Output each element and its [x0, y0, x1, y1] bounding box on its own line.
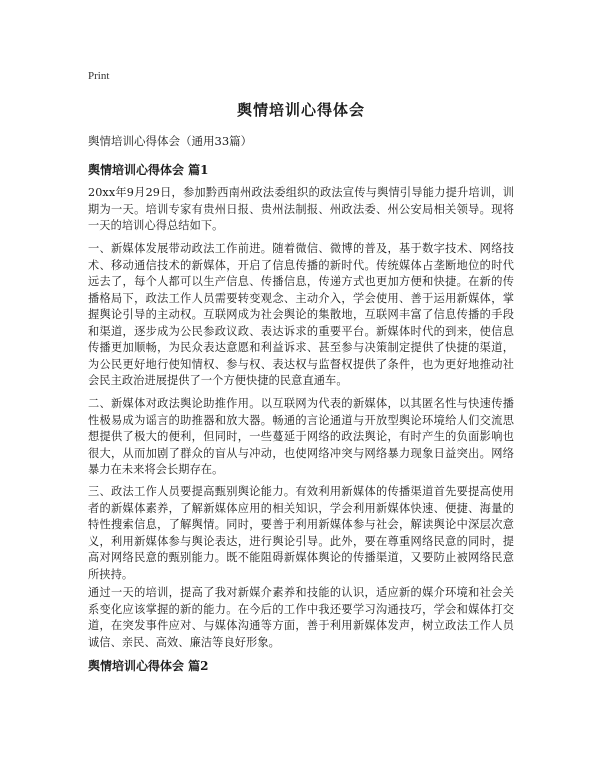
paragraph-1: 20xx年9月29日，参加黔西南州政法委组织的政法宣传与舆情引导能力提升培训，训期为一天。培训专家有贵州日报、贵州法制报、州政法委、州公安局相关领导。现将一天的培训心得总结如下。 — [88, 186, 514, 232]
paragraph-4: 三、政法工作人员要提高甄别舆论能力。有效利用新媒体的传播渠道首先要提高使用者的新媒体素养，了解新媒体应用的相关知识，学会利用新媒体快速、便捷、海量的特性搜索信息，了解舆情。同时，要善于利用新媒体参与社会，解读舆论中深层次意义，利用新媒体参与舆论表达，进行舆论引导。此外，要在尊重网络民意的同时，提高对网络民意的甄别能力。既不能阻碍新媒体舆论的传播渠道，又要防止被网络民意所挟持。 — [88, 485, 514, 581]
paragraph-2: 一、新媒体发展带动政法工作前进。随着微信、微博的普及，基于数字技术、网络技术、移动通信技术的新媒体，开启了信息传播的新时代。传统媒体占垄断地位的时代远去了，每个人都可以生产信息、传播信息，传递方式也更加方便和快捷。在新的传播格局下，政法工作人员需要转变观念、主动介入，学会使用、善于运用新媒体，掌握舆论引导的主动权。互联网成为社会舆论的集散地，互联网丰富了信息传播的手段和渠道，逐步成为公民参政议政、表达诉求的重要平台。新媒体时代的到来，使信息传播更加顺畅，为民众表达意愿和利益诉求、甚至参与决策制定提供了快捷的渠道，为公民更好地行使知情权、参与权、表达权与监督权提供了条件，也为更好地推动社会民主政治进展提供了一个方便快捷的民意直通车。 — [88, 242, 514, 387]
document-subtitle: 舆情培训心得体会（通用33篇） — [88, 134, 253, 148]
print-link[interactable]: Print — [88, 70, 110, 82]
paragraph-3: 二、新媒体对政法舆论助推作用。以互联网为代表的新媒体，以其匿名性与快速传播性极易成为谣言的助推器和放大器。畅通的言论通道与开放型舆论环境给人们交流思想提供了极大的便利，但同时，一些蔓延于网络的政法舆论，有时产生的负面影响也很大，从而加剧了群众的盲从与冲动，也使网络冲突与网络暴力现象日益突出。网络暴力在未来将会长期存在。 — [88, 397, 514, 476]
section-heading-2: 舆情培训心得体会 篇2 — [88, 659, 209, 673]
document-title: 舆情培训心得体会 — [236, 101, 365, 119]
section-heading-1: 舆情培训心得体会 篇1 — [88, 163, 209, 177]
paragraph-5: 通过一天的培训，提高了我对新媒介素养和技能的认识，适应新的媒介环境和社会关系变化应该掌握的新的能力。在今后的工作中我还要学习沟通技巧，学会和媒体打交道，在突发事件应对、与媒体沟通等方面，善于利用新媒体发声，树立政法工作人员诚信、亲民、高效、廉洁等良好形象。 — [88, 586, 514, 649]
